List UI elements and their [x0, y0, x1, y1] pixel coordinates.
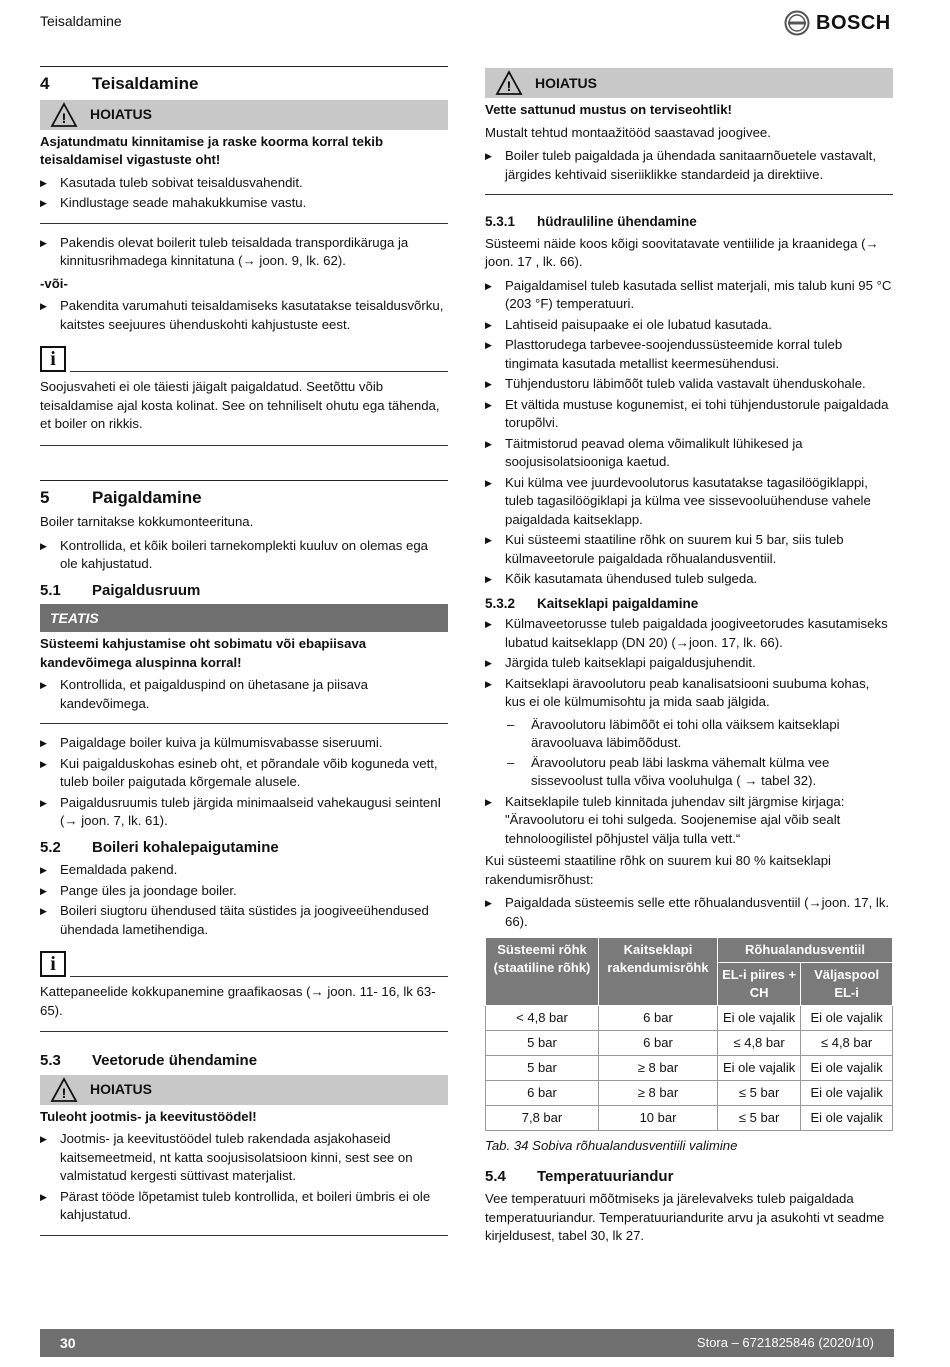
- notice-bar: TEATIS: [40, 604, 448, 632]
- pressure-table: [485, 937, 893, 1131]
- list-item: ▶ Kui külma vee juurdevoolutorus kasutatakse tagasilöögiklappi, tuleb tagasilöögiklapi ja külma vee sissevooluühenduse vahele paigaldada kaitseklapp.: [485, 474, 893, 530]
- table-cell: Ei ole vajalik: [718, 1006, 801, 1031]
- table-cell: 6 bar: [599, 1031, 718, 1056]
- paragraph: Mustalt tehtud montaažitööd saastavad joogivee.: [485, 124, 771, 140]
- list-item: ▶ Kaitseklapi äravoolutoru peab kanalisatsiooni suubuma kohas, kus ei ole külmumisohtu ja mida saab jälgida.: [485, 675, 893, 712]
- dash-item: – Äravoolutoru läbimõõt ei tohi olla väiksem kaitseklapi äravooluava läbimõõdust.: [505, 716, 893, 753]
- table-row: [486, 1056, 893, 1081]
- warning-triangle-icon: [50, 1077, 78, 1103]
- list-item: ▶ Kaitseklapile tuleb kinnitada juhendav silt järgmise kirjaga: "Äravoolutoru ei tohi sulgeda. Soojenemise ajal võib sealt tehnoloogilistel põhjustel välja tulla vett.“: [485, 793, 893, 849]
- list-item: ▶ Külmaveetorusse tuleb paigaldada joogiveetorudes kasutamiseks lubatud kaitseklapp (DN 20) (→joon. 17, lk. 66).: [485, 615, 893, 652]
- table-row: [486, 1081, 893, 1106]
- section-5: [40, 480, 448, 508]
- notice-title: Süsteemi kahjustamise oht sobimatu või ebapiisava kandevõimega aluspinna korral!: [40, 636, 367, 670]
- paragraph: Boiler tarnitakse kokkumonteerituna.: [40, 514, 254, 529]
- table-cell: 5 bar: [486, 1031, 599, 1056]
- list-item: ▶ Boiler tuleb paigaldada ja ühendada sanitaarnõuetele vastavalt, järgides kehtivaid siseriiklikke standardeid ja direktiive.: [485, 147, 893, 184]
- info-text: Kattepaneelide kokkupanemine graafikaosas (→ joon. 11- 16, lk 63- 65).: [40, 984, 436, 1018]
- section-heading: 5.3.2 Kaitseklapi paigaldamine: [485, 595, 699, 611]
- list-item: ▶ Boileri siugtoru ühendused täita süstides ja joogiveeühendused ühendada lametihendiga.: [40, 902, 448, 939]
- table-cell: Ei ole vajalik: [801, 1056, 893, 1081]
- warning-title: Asjatundmatu kinnitamise ja raske koorma korral tekib teisaldamisel vigastuste oht!: [40, 133, 383, 167]
- warning-triangle-icon: [495, 70, 523, 96]
- warning-title: Tuleoht jootmis- ja keevitustöödel!: [40, 1108, 257, 1124]
- info-text: Soojusvaheti ei ole täiesti jäigalt paigaldatud. Seetõttu võib teisaldamise ajal kosta kolinat. See on tehniliselt ohutu ega tähenda, et boiler on rikkis.: [40, 379, 440, 431]
- info-icon: i: [40, 951, 66, 977]
- table-cell: 10 bar: [599, 1106, 718, 1131]
- page-footer: [40, 1329, 894, 1357]
- paragraph: Kui süsteemi staatiline rõhk on suurem kui 80 % kaitseklapi rakendumisrõhust:: [485, 853, 831, 887]
- dash-item: – Äravoolutoru peab läbi laskma vähemalt külma vee sissevoolust tulla võiva vooluhulga ( → tabel 32).: [505, 754, 893, 791]
- info-icon: i: [40, 346, 66, 372]
- list-item: ▶ Pärast tööde lõpetamist tuleb kontrollida, et boileri ümbris ei ole kahjustatud.: [40, 1188, 448, 1225]
- section-heading: 5.1 Paigaldusruum: [40, 581, 201, 599]
- list-item: ▶ Paigaldage boiler kuiva ja külmumisvabasse siseruumi.: [40, 734, 448, 753]
- table-cell: ≤ 5 bar: [718, 1081, 801, 1106]
- table-row: [486, 1006, 893, 1031]
- table-cell: ≤ 5 bar: [718, 1106, 801, 1131]
- brand-logo: [784, 10, 891, 36]
- warning-body: [40, 133, 448, 224]
- warning-label: HOIATUS: [90, 1081, 152, 1098]
- table-cell: < 4,8 bar: [486, 1006, 599, 1031]
- right-column: [485, 66, 893, 1251]
- section-heading: 5.3 Veetorude ühendamine: [40, 1052, 258, 1069]
- warning-bar: [40, 100, 448, 130]
- list-item: ▶ Jootmis- ja keevitustöödel tuleb rakendada asjakohaseid kaitsemeetmeid, nt katta soojusisolatsioon kinni, sest see on valmistatud kergesti süttivast materjalist.: [40, 1130, 448, 1186]
- running-header: Teisaldamine: [40, 13, 122, 29]
- bosch-armature-icon: [784, 10, 810, 36]
- list-item: ▶ Plasttorudega tarbevee-soojendussüsteemide korral tuleb tingimata kasutada metallist keermesühendusi.: [485, 336, 893, 373]
- list-item: ▶ Täitmistorud peavad olema võimalikult lühikesed ja soojusisolatsiooniga kaetud.: [485, 435, 893, 472]
- list-item: ▶ Lahtiseid paisupaake ei ole lubatud kasutada.: [485, 316, 893, 335]
- table-cell: ≥ 8 bar: [599, 1056, 718, 1081]
- svg-text:!: !: [506, 78, 512, 94]
- list-item: ▶ Paigaldamisel tuleb kasutada sellist materjali, mis talub kuni 95 °C (203 °F) temperatuuri.: [485, 277, 893, 314]
- or-separator: -või-: [40, 275, 68, 291]
- section-heading: 5.3.1 hüdrauliline ühendamine: [485, 214, 697, 229]
- warning-triangle-icon: [50, 102, 78, 128]
- table-cell: ≤ 4,8 bar: [801, 1031, 893, 1056]
- svg-text:!: !: [61, 109, 67, 126]
- list-item: ▶ Järgida tuleb kaitseklapi paigaldusjuhendit.: [485, 654, 893, 673]
- paragraph: Süsteemi näide koos kõigi soovitatavate ventiilide ja kraanidega (→ joon. 17 , lk. 66).: [485, 235, 879, 269]
- table-header: Väljaspool EL-i: [801, 963, 893, 1006]
- list-item: ▶ Kontrollida, et paigalduspind on ühetasane ja piisava kandevõimega.: [40, 676, 448, 713]
- table-cell: 6 bar: [486, 1081, 599, 1106]
- list-item: ▶ Kõik kasutamata ühendused tuleb sulgeda.: [485, 570, 893, 589]
- svg-text:!: !: [61, 1084, 67, 1101]
- info-header: [40, 346, 448, 372]
- list-item: ▶ Kui paigalduskohas esineb oht, et põrandale võib koguneda vett, tuleb boiler paigutada kõrgemale alusele.: [40, 755, 448, 792]
- table-cell: ≤ 4,8 bar: [718, 1031, 801, 1056]
- section-heading: 4 Teisaldamine: [40, 74, 199, 93]
- info-body: [40, 378, 448, 446]
- table-cell: 7,8 bar: [486, 1106, 599, 1131]
- list-item: ▶ Kui süsteemi staatiline rõhk on suurem kui 5 bar, siis tuleb külmaveetorule paigaldada rõhualandusventiil.: [485, 531, 893, 568]
- table-header: Rõhualandusventiil: [718, 938, 893, 963]
- section-4: [40, 66, 448, 94]
- list-item: ▶ Pakendis olevat boilerit tuleb teisaldada transpordikäruga ja kinnitusrihmadega kinnitatuna (→ joon. 9, lk. 62).: [40, 234, 448, 271]
- table-cell: Ei ole vajalik: [801, 1006, 893, 1031]
- warning-body: [40, 1108, 448, 1236]
- warning-bar: [485, 68, 893, 98]
- list-item: ▶ Kindlustage seade mahakukkumise vastu.: [40, 194, 448, 213]
- table-caption: Tab. 34 Sobiva rõhualandusventiili valimine: [485, 1138, 738, 1153]
- table-header: Kaitseklapi rakendumisrõhk: [599, 938, 718, 1006]
- page-number: 30: [60, 1334, 76, 1351]
- warning-bar: [40, 1075, 448, 1105]
- section-heading: 5.2 Boileri kohalepaigutamine: [40, 838, 279, 856]
- table-cell: Ei ole vajalik: [801, 1106, 893, 1131]
- document-id: Stora – 6721825846 (2020/10): [696, 1334, 874, 1350]
- info-body: [40, 983, 448, 1032]
- warning-label: HOIATUS: [90, 106, 152, 123]
- table-row: [486, 1031, 893, 1056]
- brand-name: BOSCH: [816, 11, 891, 34]
- left-column: [40, 66, 448, 1246]
- list-item: ▶ Eemaldada pakend.: [40, 861, 448, 880]
- table-cell: Ei ole vajalik: [801, 1081, 893, 1106]
- list-item: ▶ Kasutada tuleb sobivat teisaldusvahendit.: [40, 174, 448, 193]
- list-item: ▶ Pange üles ja joondage boiler.: [40, 882, 448, 901]
- list-item: ▶ Et vältida mustuse kogunemist, ei tohi tühjendustorule paigaldada torupõlvi.: [485, 396, 893, 433]
- notice-body: [40, 635, 448, 724]
- warning-title: Vette sattunud mustus on terviseohtlik!: [485, 102, 732, 117]
- list-item: ▶ Kontrollida, et kõik boileri tarnekomplekti kuuluv on olemas ega ole kahjustatud.: [40, 537, 448, 574]
- section-heading: 5.4 Temperatuuriandur: [485, 1167, 674, 1185]
- paragraph: Vee temperatuuri mõõtmiseks ja järelevalveks tuleb paigaldada temperatuuriandur. Temperatuuriandurite arvu ja asukohti vt seadme kirjeldusest, tabel 30, lk 27.: [485, 1191, 885, 1243]
- table-cell: Ei ole vajalik: [718, 1056, 801, 1081]
- table-row: [486, 1106, 893, 1131]
- table-cell: ≥ 8 bar: [599, 1081, 718, 1106]
- warning-label: HOIATUS: [535, 74, 597, 91]
- table-cell: 5 bar: [486, 1056, 599, 1081]
- warning-body: [485, 101, 893, 195]
- table-cell: 6 bar: [599, 1006, 718, 1031]
- list-item: ▶ Paigaldada süsteemis selle ette rõhualandusventiil (→joon. 17, lk. 66).: [485, 894, 893, 931]
- info-header: [40, 951, 448, 977]
- list-item: ▶ Tühjendustoru läbimõõt tuleb valida vastavalt ühenduskohale.: [485, 375, 893, 394]
- list-item: ▶ Pakendita varumahuti teisaldamiseks kasutatakse teisaldusvõrku, kaitstes seejuures ühenduskohti kahjustuste eest.: [40, 297, 448, 334]
- list-item: ▶ Paigaldusruumis tuleb järgida minimaalseid vahekaugusi seintenI (→ joon. 7, lk. 61).: [40, 794, 448, 831]
- table-header: EL-i piires + CH: [718, 963, 801, 1006]
- table-header: Süsteemi rõhk (staatiline rõhk): [486, 938, 599, 1006]
- section-heading: 5 Paigaldamine: [40, 487, 202, 507]
